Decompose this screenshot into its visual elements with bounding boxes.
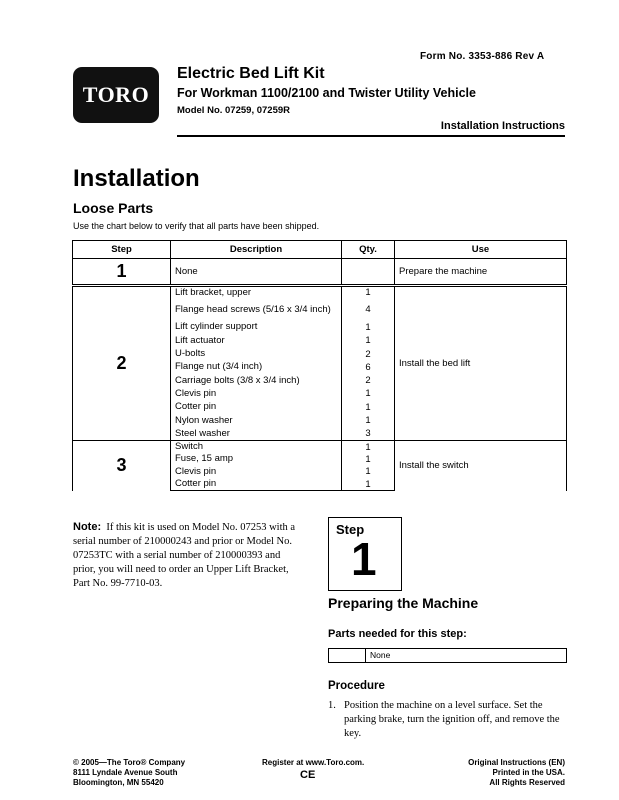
table-cell-description: Flange nut (3/4 inch) (171, 361, 342, 374)
table-row (73, 259, 567, 286)
table-cell-qty (342, 259, 395, 286)
table-cell-description: Fuse, 15 amp (171, 453, 342, 466)
step-title: Preparing the Machine (328, 595, 479, 611)
model-numbers: Model No. 07259, 07259R (177, 105, 290, 116)
step-box (328, 517, 402, 591)
table-cell-description: Flange head screws (5/16 x 3/4 inch) (171, 299, 342, 321)
table-cell-qty: 1 (342, 401, 395, 414)
loose-parts-table (72, 240, 567, 491)
table-cell-qty: 3 (342, 427, 395, 440)
document-subtitle: For Workman 1100/2100 and Twister Utility Vehicle (177, 86, 476, 100)
table-cell-description: Lift cylinder support (171, 321, 342, 334)
table-cell-description: Lift bracket, upper (171, 286, 342, 299)
procedure-heading: Procedure (328, 680, 385, 692)
document-title: Electric Bed Lift Kit (177, 65, 325, 82)
procedure-step-number: 1. (328, 700, 336, 711)
table-header-row (73, 241, 567, 259)
table-cell-use: Install the switch (395, 440, 567, 490)
table-cell-qty: 6 (342, 361, 395, 374)
step-number: 1 (351, 533, 377, 585)
table-cell-description: Switch (171, 440, 342, 453)
table-cell-qty: 1 (342, 453, 395, 466)
footer-copyright: © 2005—The Toro® Company (73, 758, 186, 767)
footer-rights (468, 758, 565, 788)
loose-parts-intro: Use the chart below to verify that all parts have been shipped. (73, 221, 320, 231)
step-label: Step (336, 522, 365, 537)
note-paragraph (73, 520, 303, 591)
note-label: Note: (73, 521, 102, 533)
header-step: Step (73, 241, 171, 259)
procedure-step-text: Position the machine on a level surface. Set the parking brake, turn the ignition off, and remove the key. (344, 700, 560, 739)
table-cell-qty: 2 (342, 374, 395, 387)
footer-address: 8111 Lyndale Avenue South (73, 768, 178, 777)
table-cell-qty: 1 (342, 414, 395, 427)
footer-reserved: All Rights Reserved (489, 778, 565, 787)
table-cell-description: Lift actuator (171, 334, 342, 347)
header-use: Use (395, 241, 567, 259)
ce-mark-icon: CE (300, 769, 316, 781)
parts-needed-value: None (370, 650, 391, 660)
note-text: If this kit is used on Model No. 07253 with a serial number of 210000243 and prior or Model No. 07253TC with a serial number of 210000393 and prior, you will need to order an Upper Lift Bracket, Part No. 99-7710-03. (73, 522, 296, 589)
table-cell-description: Steel washer (171, 427, 342, 440)
table-cell-qty: 1 (342, 466, 395, 479)
table-cell-description: Cotter pin (171, 401, 342, 414)
table-row (73, 440, 567, 453)
table-cell-qty: 1 (342, 387, 395, 400)
table-cell-qty: 4 (342, 299, 395, 321)
table-cell-description: Clevis pin (171, 466, 342, 479)
procedure-step-1 (328, 699, 568, 741)
table-cell-description: Nylon washer (171, 414, 342, 427)
footer-register: Register at www.Toro.com. (262, 758, 365, 767)
table-cell-qty: 2 (342, 347, 395, 360)
table-cell-step: 2 (73, 286, 171, 441)
table-cell-use: Install the bed lift (395, 286, 567, 441)
parts-needed-table (328, 648, 567, 663)
parts-needed-label: Parts needed for this step: (328, 628, 467, 640)
table-cell-qty: 1 (342, 440, 395, 453)
table-cell-qty: 1 (342, 334, 395, 347)
header-description: Description (171, 241, 342, 259)
table-cell-description: Carriage bolts (3/8 x 3/4 inch) (171, 374, 342, 387)
footer-city: Bloomington, MN 55420 (73, 778, 164, 787)
table-cell-description: Clevis pin (171, 387, 342, 400)
table-cell-description: U-bolts (171, 347, 342, 360)
table-cell-step: 1 (73, 259, 171, 286)
table-cell-qty: 1 (342, 286, 395, 299)
parts-needed-qty-cell (329, 649, 366, 662)
header-divider (177, 135, 565, 137)
table-cell-qty: 1 (342, 321, 395, 334)
table-cell-use: Prepare the machine (395, 259, 567, 286)
toro-logo (73, 67, 159, 123)
table-row (73, 286, 567, 299)
header-qty: Qty. (342, 241, 395, 259)
table-cell-description: Cotter pin (171, 478, 342, 491)
document-type: Installation Instructions (440, 120, 565, 132)
table-cell-step: 3 (73, 440, 171, 490)
footer-printed: Printed in the USA. (492, 768, 565, 777)
table-cell-qty: 1 (342, 478, 395, 491)
table-cell-description: None (171, 259, 342, 286)
footer-original: Original Instructions (EN) (468, 758, 565, 767)
logo-text: TORO (82, 82, 150, 107)
loose-parts-heading: Loose Parts (73, 200, 154, 216)
section-heading: Installation (73, 165, 200, 192)
footer-company (73, 758, 185, 788)
form-number: Form No. 3353-886 Rev A (420, 51, 545, 62)
